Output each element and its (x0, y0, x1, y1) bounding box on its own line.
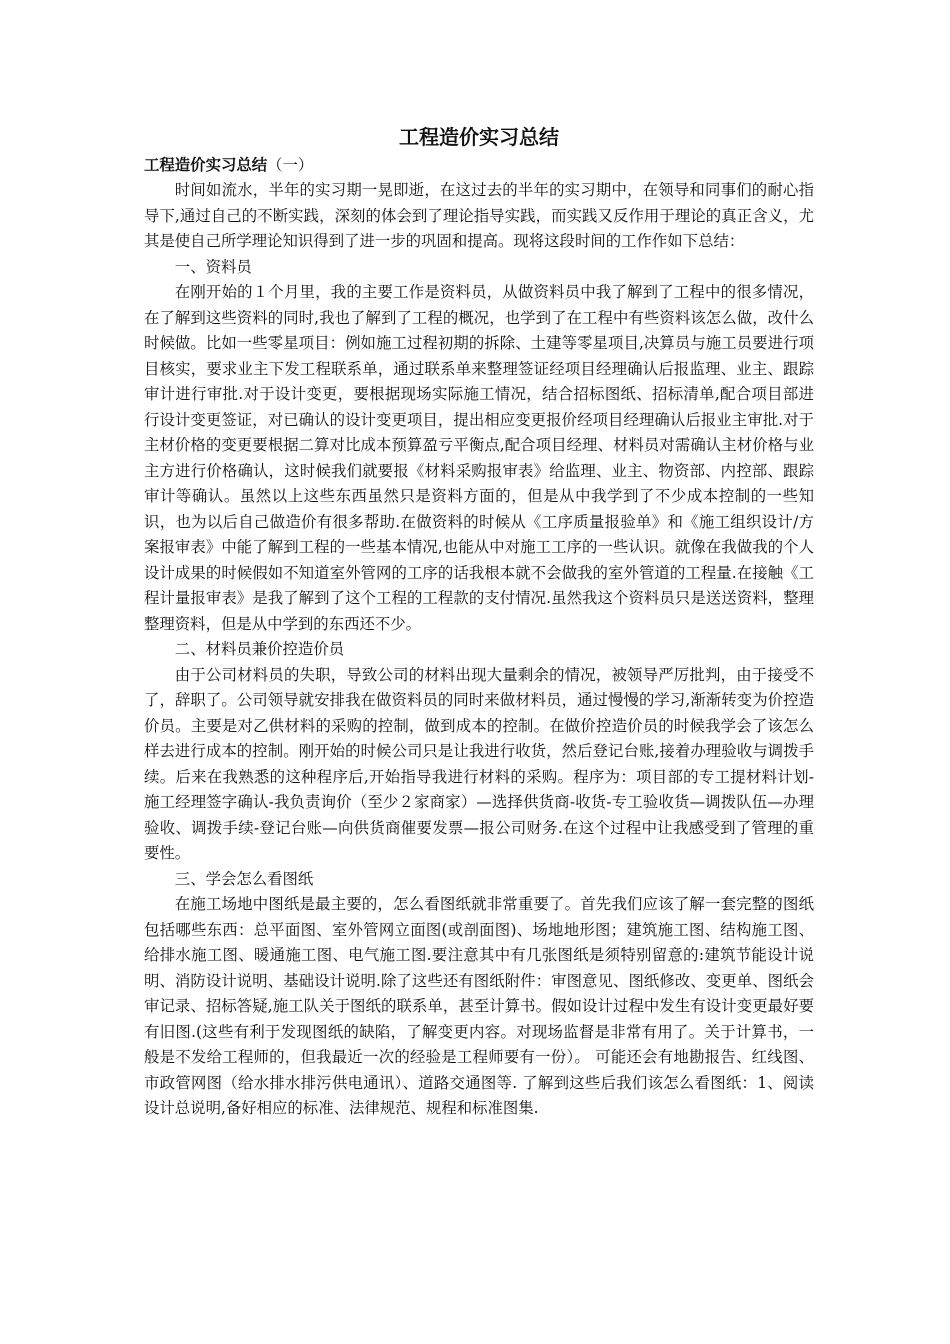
section-heading-suffix: （一） (267, 156, 314, 174)
section-1-heading: 一、资料员 (174, 257, 252, 276)
section-3-heading: 三、学会怎么看图纸 (174, 869, 314, 888)
document-title: 工程造价实习总结 (399, 125, 559, 149)
document-page (144, 124, 814, 1122)
section-heading-bold: 工程造价实习总结 (144, 156, 268, 174)
section-heading (144, 152, 814, 178)
section-2-heading: 二、材料员兼价控造价员 (174, 640, 345, 658)
intro-paragraph: 时间如流水，半年的实习期一晃即逝，在这过去的半年的实习期中，在领导和同事们的耐心指导下,通过自己的不断实践，深刻的体会到了理论指导实践，而实践又反作用于理论的真正含义，尤其是使自己所学理论知识得到了进一步的巩固和提高。现将这段时间的工作作如下总结： (144, 181, 814, 250)
section-3-paragraph: 在施工场地中图纸是最主要的，怎么看图纸就非常重要了。首先我们应该了解一套完整的图纸包括哪些东西：总平面图、室外管网立面图(或剖面图)、场地地形图；建筑施工图、结构施工图、给排水施工图、暖通施工图、电气施工图.要注意其中有几张图纸是须特别留意的:建筑节能设计说明、消防设计说明、基础设计说明.除了这些还有图纸附件：审图意见、图纸修改、变更单、图纸会审记录、招标答疑,施工队关于图纸的联系单，甚至计算书。假如设计过程中发生有设计变更最好要有旧图.(这些有利于发现图纸的缺陷，了解变更内容。对现场监督是非常有用了。关于计算书，一般是不发给工程师的，但我最近一次的经验是工程师要有一份）。 可能还会有地勘报告、红线图、市政管网图（给水排水排污供电通讯）、道路交通图等. 了解到这些后我们该怎么看图纸：1、阅读设计总说明,备好相应的标准、法律规范、规程和标准图集. (144, 895, 814, 1117)
section-2-paragraph: 由于公司材料员的失职，导致公司的材料出现大量剩余的情况，被领导严厉批判，由于接受不了，辞职了。公司领导就安排我在做资料员的同时来做材料员，通过慢慢的学习,渐渐转变为价控造价员。主要是对乙供材料的采购的控制，做到成本的控制。在做价控造价员的时候我学会了该怎么样去进行成本的控制。刚开始的时候公司只是让我进行收货，然后登记台账,接着办理验收与调拨手续。后来在我熟悉的这种程序后,开始指导我进行材料的采购。程序为：项目部的专工提材料计划-施工经理签字确认-我负责询价（至少２家商家）—选择供货商-收货-专工验收货—调拨队伍—办理验收、调拨手续-登记台账—向供货商催要发票—报公司财务.在这个过程中让我感受到了管理的重要性。 (144, 665, 814, 862)
section-1-paragraph: 在刚开始的１个月里，我的主要工作是资料员，从做资料员中我了解到了工程中的很多情况，在了解到这些资料的同时,我也了解到了工程的概况，也学到了在工程中有些资料该怎么做，改什么时候做。比如一些零星项目：例如施工过程初期的拆除、土建等零星项目,决算员与施工员要进行项目核实，要求业主下发工程联系单，通过联系单来整理签证经项目经理确认后报监理、业主、跟踪审计进行审批.对于设计变更，要根据现场实际施工情况，结合招标图纸、招标清单,配合项目部进行设计变更签证，对已确认的设计变更项目，提出相应变更报价经项目经理确认后报业主审批.对于主材价格的变更要根据二算对比成本预算盈亏平衡点,配合项目经理、材料员对需确认主材价格与业主方进行价格确认，这时候我们就要报《材料采购报审表》给监理、业主、物资部、内控部、跟踪审计等确认。虽然以上这些东西虽然只是资料方面的，但是从中我学到了不少成本控制的一些知识，也为以后自己做造价有很多帮助.在做资料的时候从《工序质量报验单》和《施工组织设计/方案报审表》中能了解到工程的一些基本情况,也能从中对施工工序的一些认识。就像在我做我的个人设计成果的时候假如不知道室外管网的工序的话我根本就不会做我的室外管道的工程量.在接触《工程计量报审表》是我了解到了这个工程的工程款的支付情况.虽然我这个资料员只是送送资料，整理整理资料，但是从中学到的东西还不少。 (144, 283, 815, 633)
